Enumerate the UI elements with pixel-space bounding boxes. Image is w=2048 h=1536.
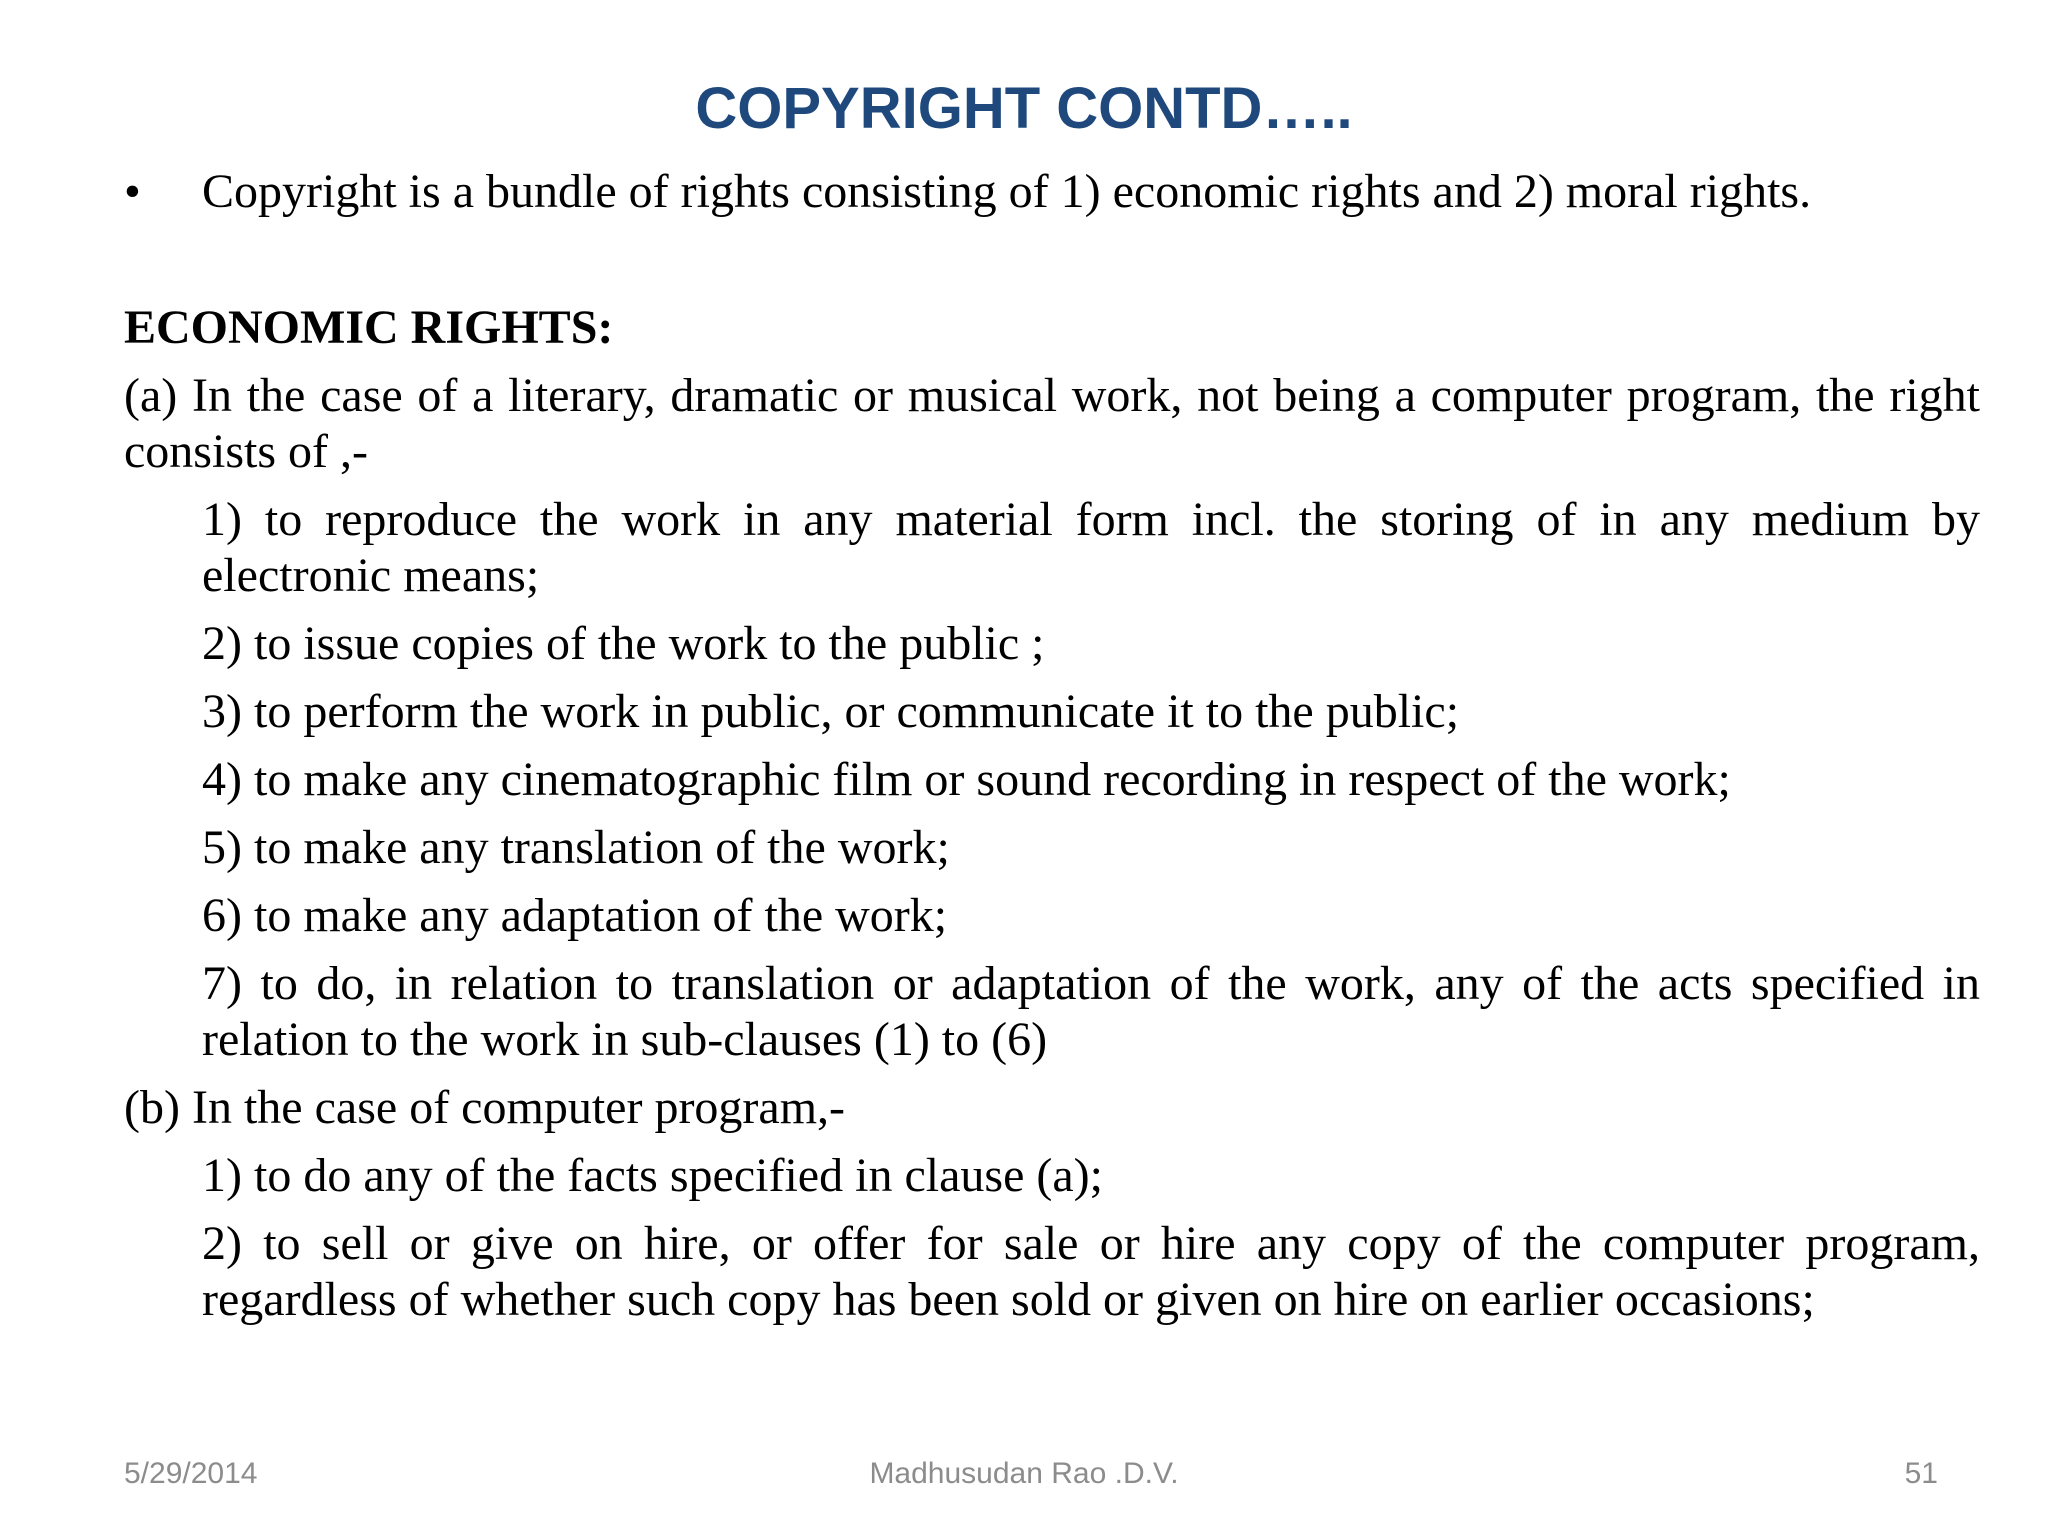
clause-a-item-2: 2) to issue copies of the work to the public ;	[202, 617, 1045, 670]
clause-a-item-4: 4) to make any cinematographic film or sound recording in respect of the work;	[202, 753, 1731, 806]
clause-a-item-1: 1) to reproduce the work in any material form incl. the storing of in any medium by electronic means;	[202, 493, 1980, 602]
clause-b-list	[124, 1148, 1980, 1328]
clause-a-item-7: 7) to do, in relation to translation or adaptation of the work, any of the acts specified in relation to the work in sub-clauses (1) to (6)	[202, 957, 1980, 1066]
clause-b-intro: (b) In the case of computer program,-	[124, 1081, 846, 1134]
clause-a-item-6: 6) to make any adaptation of the work;	[202, 889, 948, 942]
section-heading: ECONOMIC RIGHTS:	[124, 301, 614, 354]
slide-body	[124, 300, 1980, 1340]
clause-b-item-2: 2) to sell or give on hire, or offer for sale or hire any copy of the computer program, regardless of whether such copy has been sold or given on hire on earlier occasions;	[202, 1217, 1980, 1326]
slide-title: COPYRIGHT CONTD…..	[695, 76, 1353, 141]
clause-a-item-3: 3) to perform the work in public, or communicate it to the public;	[202, 685, 1460, 738]
clause-b-item-1: 1) to do any of the facts specified in clause (a);	[202, 1149, 1103, 1202]
intro-bullet-text: Copyright is a bundle of rights consisting of 1) economic rights and 2) moral rights.	[202, 165, 1812, 218]
footer-date: 5/29/2014	[124, 1457, 258, 1490]
clause-a-intro: (a) In the case of a literary, dramatic or musical work, not being a computer program, the right consists of ,-	[124, 369, 1980, 478]
clause-a-item-5: 5) to make any translation of the work;	[202, 821, 950, 874]
footer-author: Madhusudan Rao .D.V.	[869, 1457, 1179, 1490]
bullet-dot-icon: •	[124, 165, 141, 218]
footer-page-number: 51	[1904, 1457, 1938, 1490]
clause-a-list	[124, 492, 1980, 1068]
